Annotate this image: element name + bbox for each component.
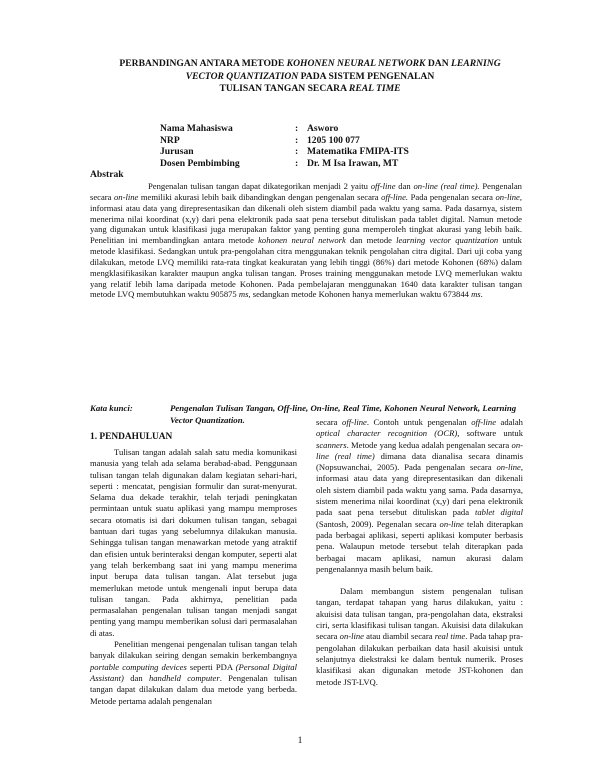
author-row xyxy=(160,158,409,170)
right-column xyxy=(316,417,523,688)
meta-value: Dr. M Isa Irawan, MT xyxy=(307,157,399,169)
body-paragraph: Dalam membangun sistem pengenalan tulisan tangan, terdapat tahapan yang harus dilakukan, yaitu : akuisisi data tulisan tangan, pra-pengolahan data, ekstraksi ciri, serta klasifikasi tulisan tangan. Akuisisi data dilakukan secara on-line atau diambil secara real time. Pada tahap pra-pengolahan dilakukan perbaikan data hasil akuisisi untuk selanjutnya diekstraksi ke dalam bentuk numerik. Proses klasifikasi akan digunakan metode JST-kohonen dan metode JST-LVQ. xyxy=(316,586,523,687)
body-paragraph: Penelitian mengenai pengenalan tulisan tangan telah banyak dilakukan seiring dengan semakin berkembangnya portable computing devices seperti PDA (Personal Digital Assistant) dan handheld computer. Pengenalan tulisan tangan dapat dilakukan dalam dua metode yang berbeda. Metode pertama adalah pengenalan xyxy=(90,639,297,706)
title-text: PADA SISTEM PENGENALAN xyxy=(298,70,435,82)
meta-key: Dosen Pembimbing xyxy=(160,157,240,169)
meta-key: NRP xyxy=(160,134,180,146)
body-paragraph: secara off-line. Contoh untuk pengenalan off-line adalah optical character recognition (OCR), software untuk scanners. Metode yang kedua adalah pengenalan secara on-line (real time) dimana data dianalisa secara dinamis (Nopsuwanchai, 2005). Pada pengenalan secara on-line, informasi atau data yang direpresentasikan dan dikenali oleh sistem diambil pada waktu yang sama. Pada dasarnya, sistem menerima nilai koordinat (x,y) dari pena elektronik pada saat pena tersebut dituliskan pada tablet digital (Santosh, 2009). Pegenalan secara on-line telah diterapkan pada berbagai aplikasi, seperti aplikasi komputer berbasis pena. Walaupun metode tersebut telah diterapkan pada berbagai macam aplikasi, namun akurasi dalam pengenalannya masih belum baik. xyxy=(316,417,524,574)
title-italic: KOHONEN NEURAL NETWORK xyxy=(286,58,426,69)
title-text: PERBANDINGAN ANTARA METODE xyxy=(119,58,287,69)
meta-sep: : xyxy=(295,146,299,158)
meta-value: 1205 100 077 xyxy=(307,134,360,146)
author-info xyxy=(160,123,409,169)
abstract-paragraph: Pengenalan tulisan tangan dapat dikategorikan menjadi 2 yaitu off-line dan on-line (real time). Pengenalan secara on-line memiliki akurasi lebih baik dibandingkan dengan pengenalan secara off-line. Pada pengenalan secara on-line, informasi atau data yang direpresentasikan dan dikenali oleh sistem diambil pada waktu yang sama. Pada dasarnya, sistem menerima nilai koordinat (x,y) dari pena elektronik pada saat pena tersebut dituliskan pada tablet digital. Namun metode yang digunakan untuk klasifikasi juga merupakan faktor yang penting guna memperoleh tingkat akurasi yang lebih baik. Penelitian ini membandingkan antara metode kohonen neural network dan metode learning vector quantization untuk metode klasifikasi. Sedangkan untuk pra-pengolahan citra menggunakan teknik pengolahan citra digital. Dari uji coba yang dilakukan, metode LVQ memiliki rata-rata tingkat keakuratan yang lebih tinggi (86%) dari metode Kohonen (68%) dalam mengklasifikasikan karakter maupun angka tulisan tangan. Proses training menggunakan metode LVQ memerlukan waktu yang relatif lebih lama daripada metode Kohonen. Pada pembelajaran menggunakan 1640 data karakter tulisan tangan metode LVQ membutuhkan waktu 905875 ms, sedangkan metode Kohonen hanya memerlukan waktu 673844 ms. xyxy=(90,181,522,300)
author-row xyxy=(160,135,409,147)
section-heading: 1. PENDAHULUAN xyxy=(90,432,173,442)
author-row xyxy=(160,123,409,135)
meta-sep: : xyxy=(295,134,299,146)
author-row xyxy=(160,146,409,158)
title-italic: LEARNING xyxy=(451,58,501,69)
meta-sep: : xyxy=(295,157,299,169)
abstract-heading: Abstrak xyxy=(90,169,124,180)
meta-key: Nama Mahasiswa xyxy=(160,123,233,134)
left-column xyxy=(90,447,297,707)
abstract-body xyxy=(90,181,522,300)
meta-sep: : xyxy=(295,123,299,134)
title-text: TULISAN TANGAN SECARA xyxy=(219,83,349,94)
meta-value: Asworo xyxy=(307,123,339,134)
meta-value: Matematika FMIPA-ITS xyxy=(307,146,409,158)
title-italic: VECTOR QUANTIZATION xyxy=(185,70,299,82)
keywords-text: Pengenalan Tulisan Tangan, Off-line, On-line, Real Time, Kohonen Neural Network, Learning Vector Quantization. xyxy=(170,403,517,425)
keywords-label: Kata kunci: xyxy=(90,403,133,413)
paper-title xyxy=(90,58,530,96)
meta-key: Jurusan xyxy=(160,146,194,158)
title-italic: REAL TIME xyxy=(348,83,401,94)
title-text: DAN xyxy=(425,58,452,69)
body-paragraph: Tulisan tangan adalah salah satu media komunikasi manusia yang telah ada selama berabad-abad. Penggunaan tulisan tangan telah digunakan dalam kegiatan sehari-hari, seperti : mencatat, pengisian formulir dan surat-menyurat. Selama dua dekade terakhir, telah terjadi peningkatan permintaan untuk suatu aplikasi yang mampu memproses secara otomatis isi dari dokumen tulisan tangan, sebagai bantuan dari tugas yang sebelumnya dilakukan manusia. Sehingga tulisan tangan menawarkan metode yang atraktif dan efisien untuk berinteraksi dengan komputer, seperti alat yang telah berkembang saat ini yang mampu menerima input berupa data tulisan tangan. Alat tersebut juga memerlukan metode untuk mengenali input berupa data tulisan tangan. Pada akhirnya, penelitian pada permasalahan pengenalan tulisan tangan menjadi sangat penting yang mampu memberikan solusi dari permasalahan di atas. xyxy=(90,447,297,638)
page-number: 1 xyxy=(297,735,303,746)
